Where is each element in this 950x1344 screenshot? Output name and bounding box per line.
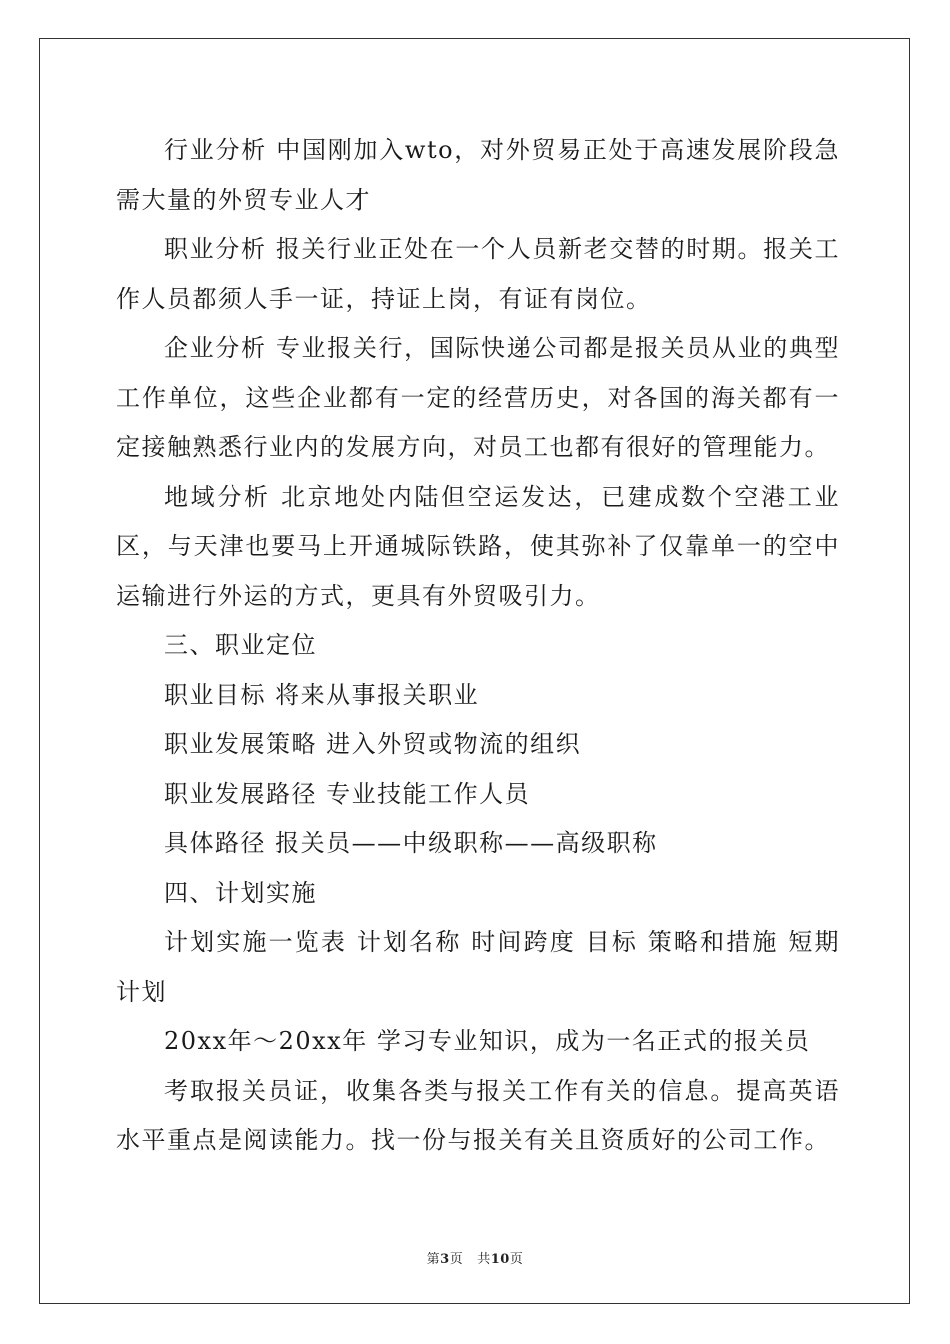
- paragraph-plan-overview: 计划实施一览表 计划名称 时间跨度 目标 策略和措施 短期计划: [116, 928, 840, 1006]
- document-body: [116, 126, 840, 1166]
- paragraph-specific-path: 具体路径 报关员——中级职称——高级职称: [164, 829, 658, 857]
- total-suffix: 页: [509, 1252, 524, 1267]
- paragraph-short-term-period: 20xx年～20xx年 学习专业知识，成为一名正式的报关员: [164, 1027, 811, 1055]
- paragraph-enterprise-analysis: 企业分析 专业报关行，国际快递公司都是报关员从业的典型工作单位，这些企业都有一定的经营历史，对各国的海关都有一定接触熟悉行业内的发展方向，对员工也都有很好的管理能力。: [116, 334, 840, 461]
- paragraph-short-term-measures: 考取报关员证，收集各类与报关工作有关的信息。提高英语水平重点是阅读能力。找一份与报关有关且资质好的公司工作。: [116, 1076, 840, 1154]
- page-number: 3: [440, 1252, 450, 1267]
- paragraph-industry-analysis: 行业分析 中国刚加入wto，对外贸易正处于高速发展阶段急需大量的外贸专业人才: [116, 136, 840, 214]
- paragraph-development-path: 职业发展路径 专业技能工作人员: [164, 779, 531, 808]
- page-footer: [0, 1248, 950, 1267]
- page-suffix: 页: [449, 1252, 464, 1267]
- total-pages: 10: [490, 1252, 510, 1267]
- paragraph-regional-analysis: 地域分析 北京地处内陆但空运发达，已建成数个空港工业区，与天津也要马上开通城际铁路，使其弥补了仅靠单一的空中运输进行外运的方式，更具有外贸吸引力。: [116, 482, 840, 610]
- page-prefix: 第: [426, 1252, 441, 1267]
- section-heading-career-positioning: 三、职业定位: [164, 631, 317, 659]
- section-heading-plan-implementation: 四、计划实施: [164, 878, 317, 907]
- total-prefix: 共: [477, 1252, 491, 1267]
- paragraph-career-goal: 职业目标 将来从事报关职业: [164, 680, 480, 709]
- paragraph-career-analysis: 职业分析 报关行业正处在一个人员新老交替的时期。报关工作人员都须人手一证，持证上岗，有证有岗位。: [116, 235, 840, 313]
- paragraph-development-strategy: 职业发展策略 进入外贸或物流的组织: [164, 730, 582, 758]
